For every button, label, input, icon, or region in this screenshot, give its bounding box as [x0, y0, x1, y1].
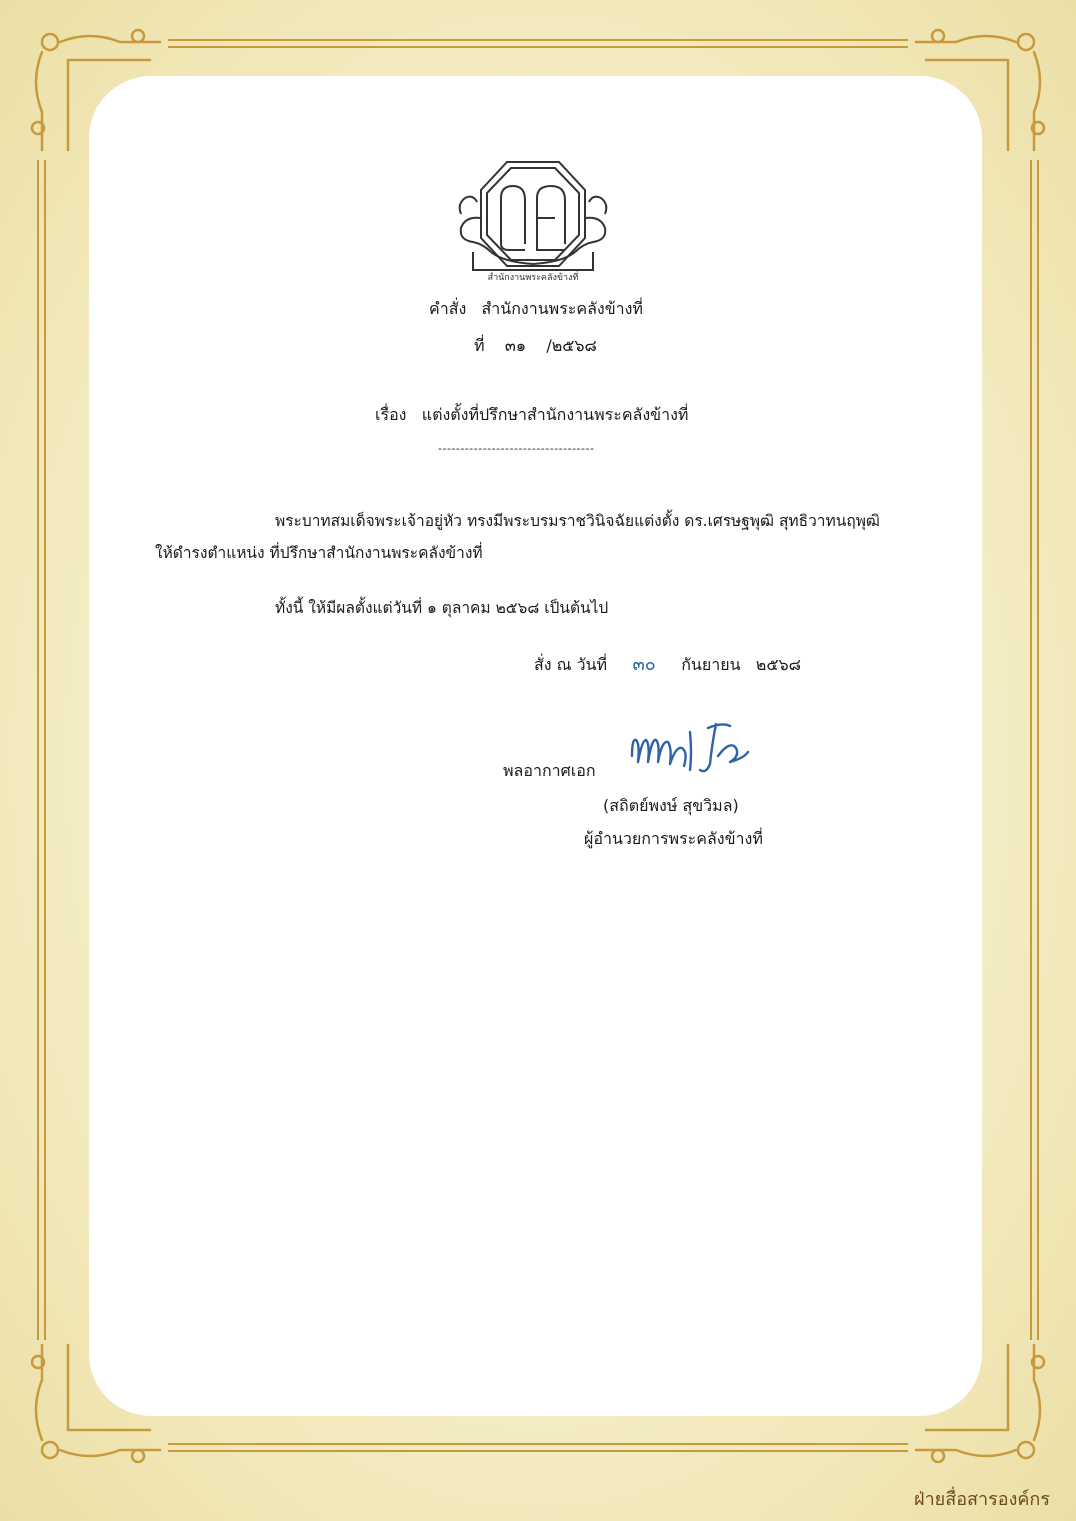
order-label: คำสั่ง: [429, 299, 467, 318]
signatory-position: ผู้อำนวยการพระคลังข้างที่: [584, 829, 763, 848]
ordered-on-month: กันยายน: [681, 655, 741, 674]
body-paragraph-1-line-2: ให้ดำรงตำแหน่ง ที่ปรึกษาสำนักงานพระคลังข้างที่: [155, 544, 483, 562]
seal-text: สำนักงานพระคลังข้างที่: [487, 273, 579, 283]
body-paragraph-2: ทั้งนี้ ให้มีผลตั้งแต่วันที่ ๑ ตุลาคม ๒๕๖๘ เป็นต้นไป: [275, 599, 609, 617]
signatory-name: (สถิตย์พงษ์ สุขวิมล): [603, 796, 739, 815]
order-number-label: ที่: [474, 336, 485, 355]
signatory-rank: พลอากาศเอก: [503, 761, 596, 780]
subject-text: แต่งตั้งที่ปรึกษาสำนักงานพระคลังข้างที่: [421, 405, 689, 424]
ordered-on-year: ๒๕๖๘: [755, 655, 801, 674]
office-seal-icon: [455, 158, 611, 286]
ordered-on-label: สั่ง ณ วันที่: [534, 655, 608, 674]
order-number-value: ๓๑: [504, 336, 526, 355]
body-paragraph-1-line-1: พระบาทสมเด็จพระเจ้าอยู่หัว ทรงมีพระบรมราชวินิจฉัยแต่งตั้ง ดร.เศรษฐพุฒิ สุทธิวาทนฤพุฒิ: [275, 512, 880, 530]
subject-divider: -----------------------------------: [438, 442, 595, 455]
handwritten-signature-icon: [626, 712, 756, 782]
footer-department: ฝ่ายสื่อสารองค์กร: [914, 1489, 1050, 1510]
office-name: สำนักงานพระคลังข้างที่: [481, 299, 643, 318]
ordered-on-day: ๓๐: [632, 654, 656, 675]
subject-label: เรื่อง: [375, 405, 407, 424]
order-year-value: /๒๕๖๘: [546, 336, 597, 355]
